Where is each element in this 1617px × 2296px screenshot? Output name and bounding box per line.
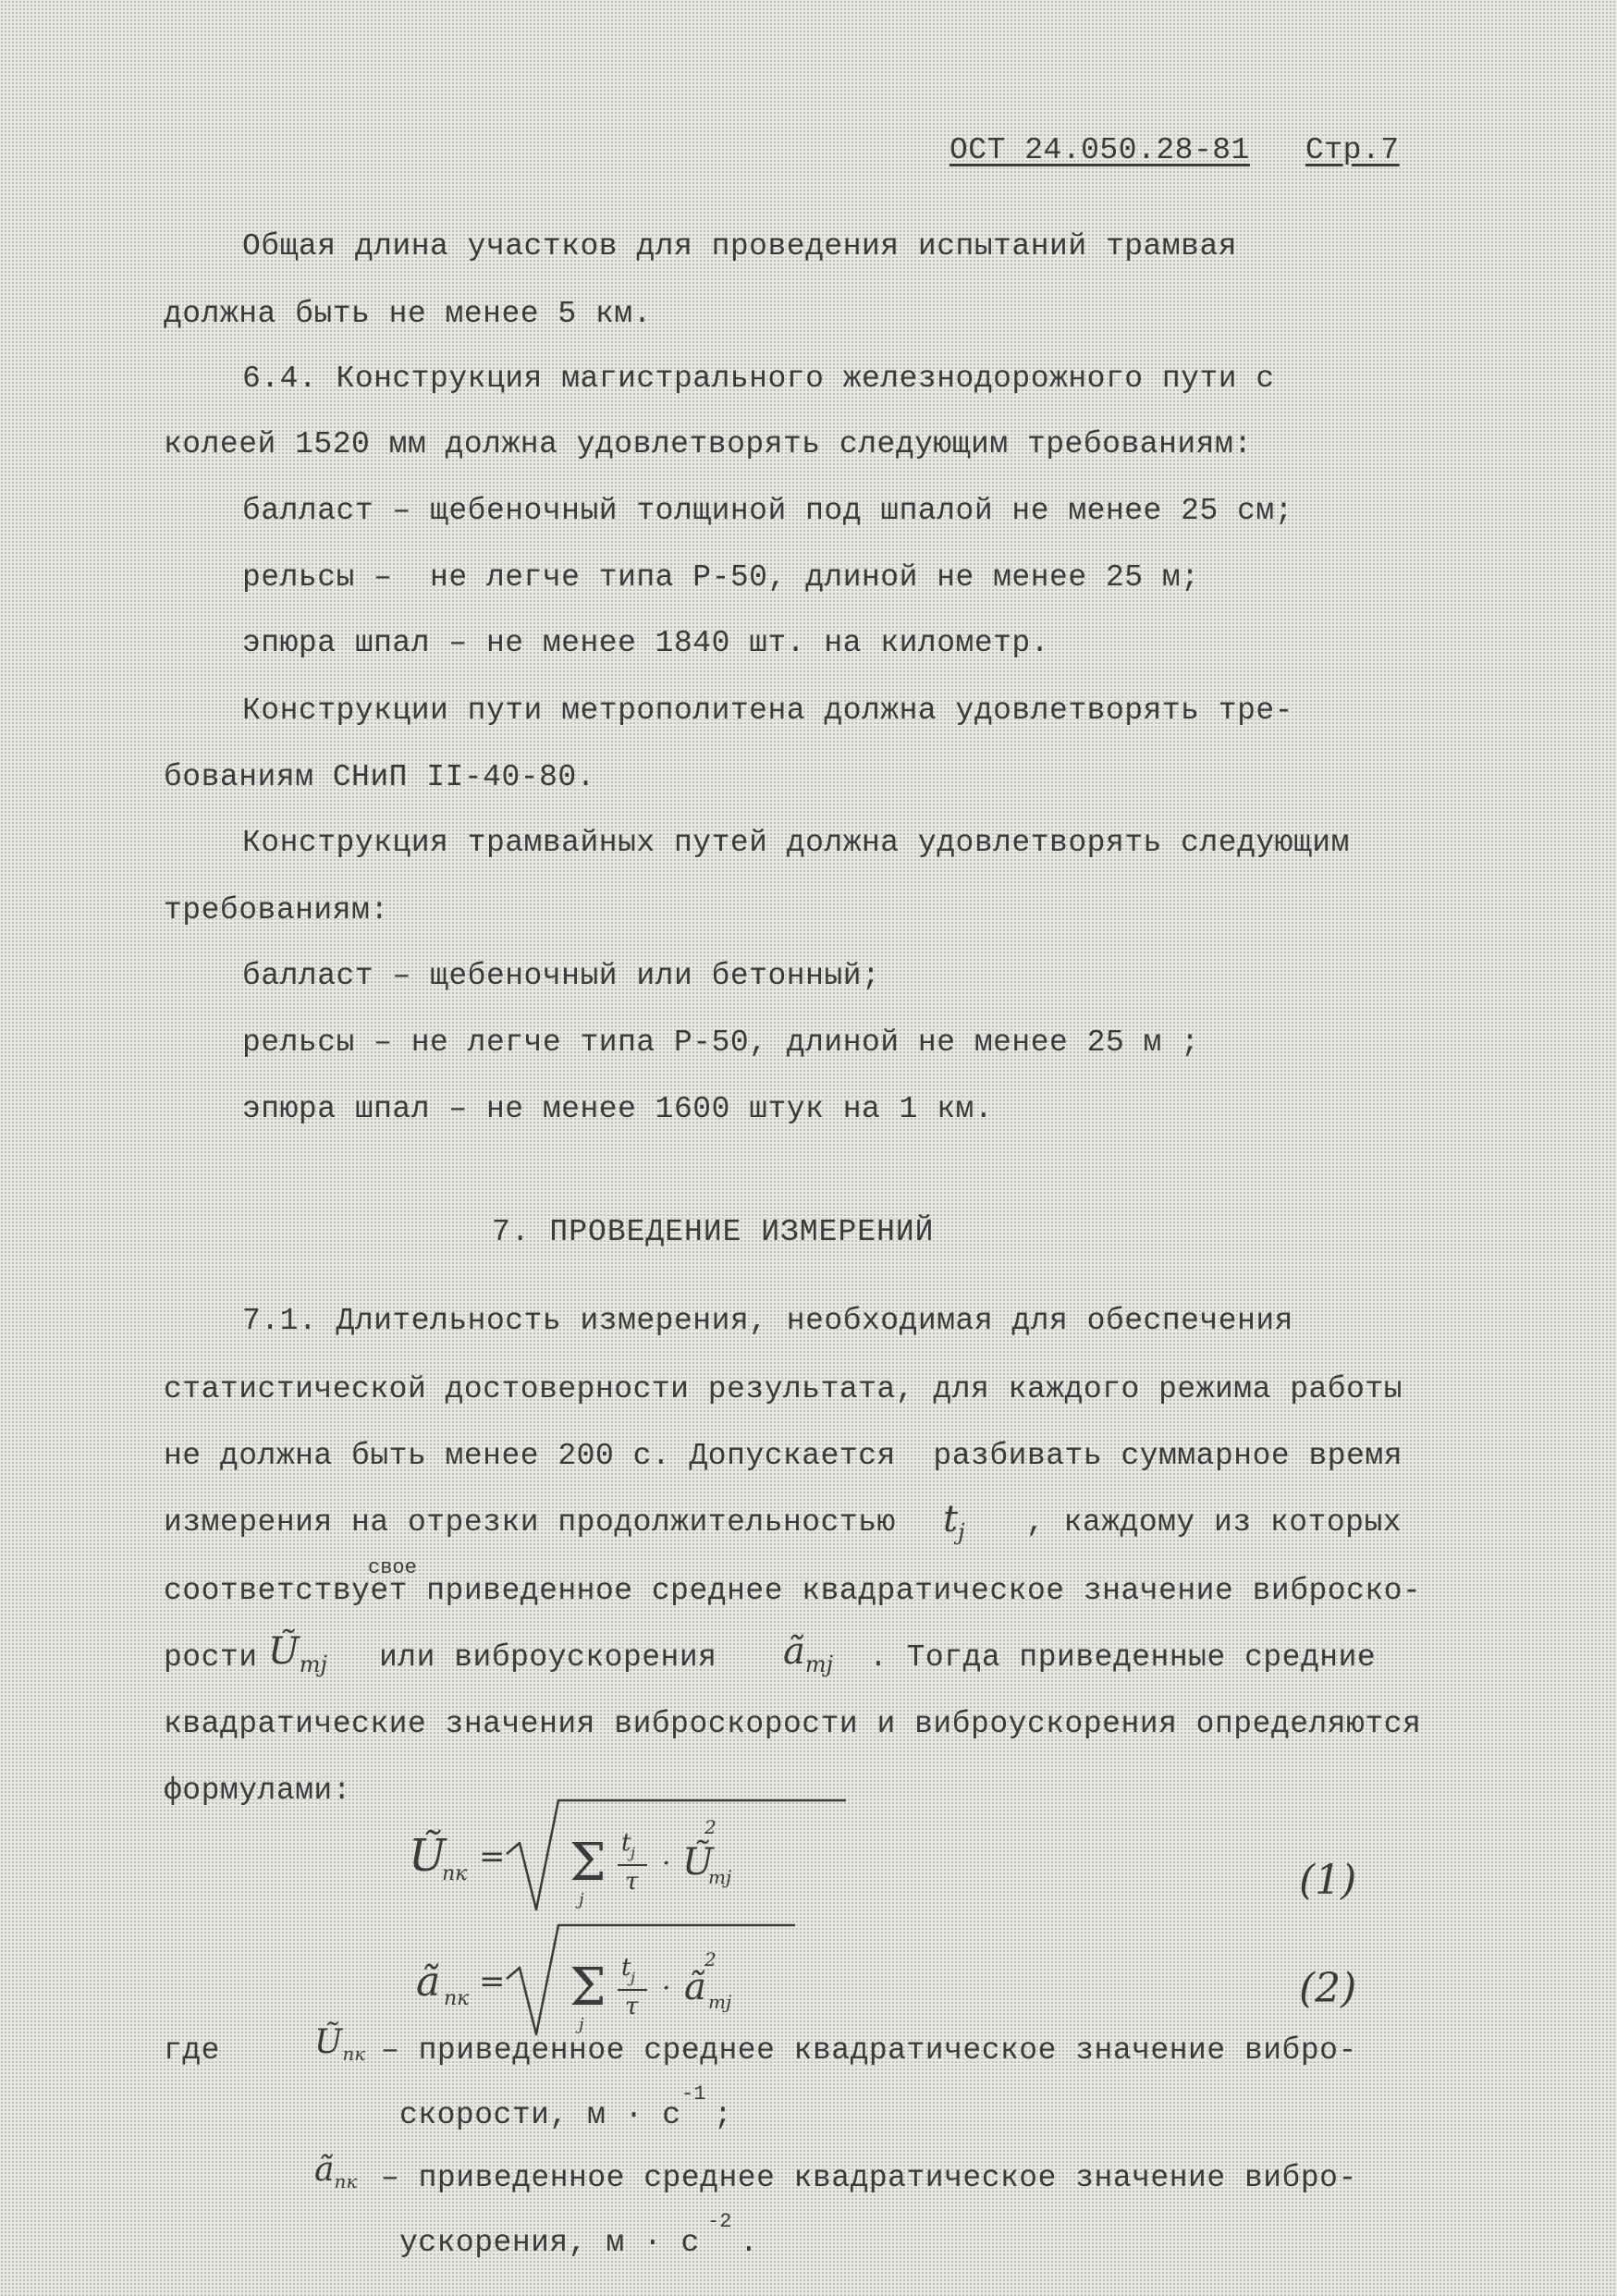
document-reference: ОСТ 24.050.28-81 [949,133,1250,167]
text-line: Конструкции пути метрополитена должна удовлетворять тре- [242,694,1293,728]
text-line: 6.4. Конструкция магистрального железнодорожного пути с [242,362,1275,396]
svg-text:τ: τ [625,1993,639,2020]
svg-text:j: j [579,2015,584,2034]
svg-text:ã: ã [416,1958,441,2006]
text-line: . Тогда приведенные средние [869,1640,1377,1675]
svg-text:пк: пк [442,1862,468,1885]
t-j-symbol: $t_j$ [943,1498,965,1545]
formula-2-number: (2) [1299,1965,1357,2012]
list-item: эпюра шпал – не менее 1840 шт. на километр. [242,626,1050,660]
svg-text:Ũ: Ũ [682,1841,714,1884]
text-line: соответствует приведенное среднее квадратическое значение виброско- [164,1574,1422,1608]
text-line: рости [164,1640,258,1675]
v-mj-symbol: $Ũ_{mj}$ [268,1630,327,1677]
text-line: статистической достоверности результата, для каждого режима работы [164,1372,1403,1406]
svg-text:Ũ: Ũ [409,1830,447,1882]
list-item: эпюра шпал – не менее 1600 штук на 1 км. [242,1092,994,1126]
svg-text:ã: ã [684,1966,706,2008]
svg-text:=: = [479,1963,506,2000]
exponent: -2 [707,2210,732,2233]
text-line: ; [714,2098,733,2132]
text-line: квадратические значения виброскорости и виброускорения определяются [164,1707,1422,1741]
text-line: формулами: [164,1774,352,1808]
svg-text:t: t [621,1954,631,1982]
list-item: балласт – щебеночный или бетонный; [242,959,881,993]
text-line: . [740,2226,759,2260]
svg-text:пк: пк [444,1987,470,2010]
exponent: -1 [681,2082,706,2106]
svg-text:j: j [579,1890,584,1909]
text-line: бованиям СНиП II-40-80. [164,760,595,794]
svg-text:t: t [621,1829,631,1857]
page-number: Стр.7 [1305,133,1400,167]
text-line: – приведенное среднее квадратическое значение вибро- [381,2161,1357,2195]
formula-1-number: (1) [1299,1857,1357,1904]
text-line: скорости, м · с [399,2098,681,2132]
section-title: 7. ПРОВЕДЕНИЕ ИЗМЕРЕНИЙ [492,1215,935,1249]
text-line: или виброускорения [379,1640,717,1675]
text-line: Конструкция трамвайных путей должна удовлетворять следующим [242,826,1350,860]
svg-text:=: = [479,1838,506,1875]
text-line: Общая длина участков для проведения испытаний трамвая [242,229,1238,264]
svg-text:Σ: Σ [570,1833,606,1893]
handwritten-insert: свое [368,1556,417,1579]
svg-text:j: j [631,1969,635,1986]
svg-text:2: 2 [704,1816,717,1838]
v-nk-symbol: $Ũ_{пк}$ [314,2023,366,2066]
a-nk-symbol: $ã_{пк}$ [314,2151,358,2193]
svg-text:mj: mj [708,1866,732,1888]
text-line: измерения на отрезки продолжительностью [164,1505,896,1540]
svg-text:·: · [662,1972,671,2005]
text-line: колеей 1520 мм должна удовлетворять следующим требованиям: [164,427,1253,461]
list-item: рельсы – не легче типа Р-50, длиной не менее 25 м ; [242,1025,1200,1060]
svg-text:τ: τ [625,1868,639,1896]
a-mj-symbol: $ã_{mj}$ [783,1630,834,1677]
text-line: ускорения, м · с [399,2226,700,2260]
list-item: балласт – щебеночный толщиной под шпалой не менее 25 см; [242,494,1293,528]
text-line: должна быть не менее 5 км. [164,297,652,331]
text-line: – приведенное среднее квадратическое значение вибро- [381,2033,1357,2068]
where-label: где [164,2033,220,2068]
svg-text:·: · [662,1848,671,1880]
svg-text:2: 2 [704,1948,717,1971]
text-line: 7.1. Длительность измерения, необходимая для обеспечения [242,1304,1293,1338]
svg-text:mj: mj [708,1991,732,2013]
text-line: не должна быть менее 200 с. Допускается разбивать суммарное время [164,1439,1403,1473]
list-item: рельсы – не легче типа Р-50, длиной не менее 25 м; [242,560,1200,595]
text-line: , каждому из которых [1026,1505,1403,1540]
svg-text:j: j [631,1844,635,1861]
text-line: требованиям: [164,893,389,927]
svg-text:Σ: Σ [570,1958,606,2018]
formula-1 [407,1789,888,1928]
